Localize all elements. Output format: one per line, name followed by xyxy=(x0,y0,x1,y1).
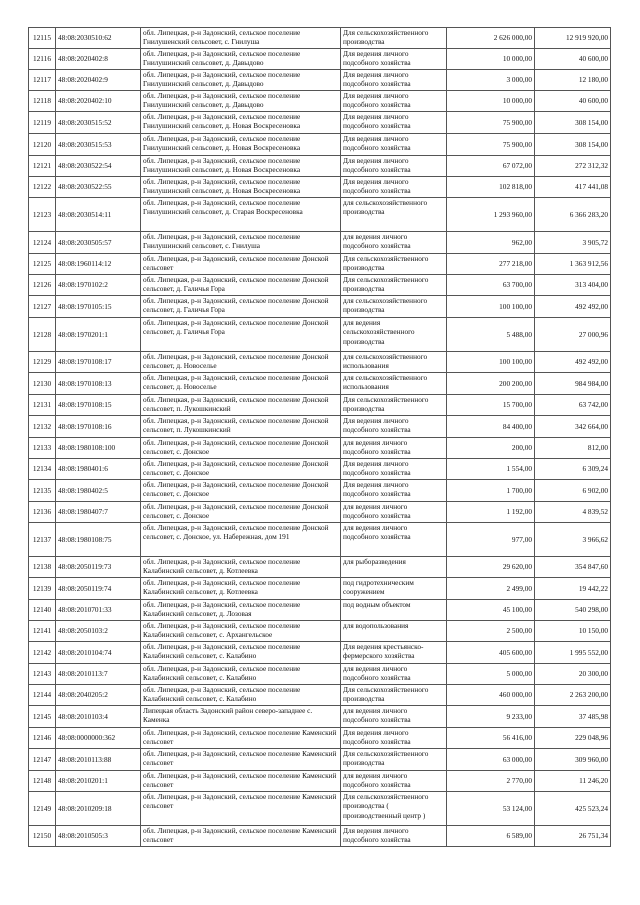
permitted-use: для ведения личного подсобного хозяйства xyxy=(341,664,447,685)
cadastral-number: 48:08:1970105:15 xyxy=(56,296,141,318)
address: Липецкая область Задонский район северо-западнее с. Каменка xyxy=(141,706,341,728)
cadastral-number: 48:08:2010209:18 xyxy=(56,792,141,826)
table-row xyxy=(29,177,611,198)
table-row xyxy=(29,706,611,728)
cadastral-number: 48:08:2020402:8 xyxy=(56,49,141,70)
table-row xyxy=(29,254,611,275)
cadastral-cost: 12 919 920,00 xyxy=(535,28,611,49)
cadastral-number: 48:08:2030515:53 xyxy=(56,134,141,156)
address: обл. Липецкая, р-н Задонский, сельское поселение Гнилушинский сельсовет, д. Новая Воскресеновка xyxy=(141,156,341,177)
area-value: 3 000,00 xyxy=(447,70,535,91)
permitted-use: для ведения личного подсобного хозяйства xyxy=(341,523,447,557)
permitted-use: Для ведения личного подсобного хозяйства xyxy=(341,134,447,156)
table-row xyxy=(29,395,611,416)
area-value: 977,00 xyxy=(447,523,535,557)
address: обл. Липецкая, р-н Задонский, сельское поселение Каменский сельсовет xyxy=(141,792,341,826)
area-value: 1 554,00 xyxy=(447,459,535,480)
cadastral-number: 48:08:2010505:3 xyxy=(56,826,141,847)
permitted-use: для сельскохозяйственного производства xyxy=(341,198,447,232)
area-value: 2 499,00 xyxy=(447,578,535,600)
land-plots-table xyxy=(28,27,611,847)
address: обл. Липецкая, р-н Задонский, сельское поселение Калабинский сельсовет, д. Котлеевка xyxy=(141,578,341,600)
area-value: 5 000,00 xyxy=(447,664,535,685)
cadastral-number: 48:08:1980402:5 xyxy=(56,480,141,502)
cadastral-cost: 63 742,00 xyxy=(535,395,611,416)
cadastral-cost: 229 048,96 xyxy=(535,728,611,749)
address: обл. Липецкая, р-н Задонский, сельское поселение Каменский сельсовет xyxy=(141,728,341,749)
row-number: 12124 xyxy=(29,232,56,254)
row-number: 12148 xyxy=(29,771,56,792)
row-number: 12137 xyxy=(29,523,56,557)
cadastral-cost: 308 154,00 xyxy=(535,112,611,134)
table-row xyxy=(29,275,611,296)
row-number: 12125 xyxy=(29,254,56,275)
permitted-use: для ведения личного подсобного хозяйства xyxy=(341,502,447,523)
table-row xyxy=(29,685,611,706)
address: обл. Липецкая, р-н Задонский, сельское поселение Донской сельсовет, п. Лукошкинский xyxy=(141,416,341,438)
row-number: 12149 xyxy=(29,792,56,826)
table-row xyxy=(29,642,611,664)
area-value: 45 100,00 xyxy=(447,600,535,621)
cadastral-cost: 425 523,24 xyxy=(535,792,611,826)
row-number: 12145 xyxy=(29,706,56,728)
cadastral-number: 48:08:1970108:13 xyxy=(56,373,141,395)
table-row xyxy=(29,749,611,771)
permitted-use: Для ведения личного подсобного хозяйства xyxy=(341,49,447,70)
cadastral-cost: 1 363 912,56 xyxy=(535,254,611,275)
cadastral-number: 48:08:2030505:57 xyxy=(56,232,141,254)
cadastral-cost: 1 995 552,00 xyxy=(535,642,611,664)
cadastral-cost: 342 664,00 xyxy=(535,416,611,438)
area-value: 5 488,00 xyxy=(447,318,535,352)
row-number: 12146 xyxy=(29,728,56,749)
address: обл. Липецкая, р-н Задонский, сельское поселение Гнилушинский сельсовет, д. Давыдово xyxy=(141,49,341,70)
permitted-use: для водопользования xyxy=(341,621,447,642)
table-row xyxy=(29,621,611,642)
table-row xyxy=(29,416,611,438)
area-value: 15 700,00 xyxy=(447,395,535,416)
row-number: 12116 xyxy=(29,49,56,70)
permitted-use: Для сельскохозяйственного производства xyxy=(341,28,447,49)
cadastral-number: 48:08:2050119:74 xyxy=(56,578,141,600)
table-body xyxy=(29,28,611,847)
row-number: 12127 xyxy=(29,296,56,318)
permitted-use: для ведения личного подсобного хозяйства xyxy=(341,438,447,459)
table-row xyxy=(29,771,611,792)
row-number: 12136 xyxy=(29,502,56,523)
row-number: 12150 xyxy=(29,826,56,847)
area-value: 9 233,00 xyxy=(447,706,535,728)
row-number: 12129 xyxy=(29,352,56,373)
cadastral-cost: 984 984,00 xyxy=(535,373,611,395)
cadastral-number: 48:08:2030522:54 xyxy=(56,156,141,177)
address: обл. Липецкая, р-н Задонский, сельское поселение Калабинский сельсовет, с. Архангельское xyxy=(141,621,341,642)
permitted-use: для рыборазведения xyxy=(341,557,447,578)
cadastral-cost: 40 600,00 xyxy=(535,91,611,112)
table-row xyxy=(29,480,611,502)
row-number: 12119 xyxy=(29,112,56,134)
address: обл. Липецкая, р-н Задонский, сельское поселение Гнилушинский сельсовет, д. Новая Воскресеновка xyxy=(141,177,341,198)
address: обл. Липецкая, р-н Задонский, сельское поселение Каменский сельсовет xyxy=(141,826,341,847)
table-row xyxy=(29,438,611,459)
table-row xyxy=(29,523,611,557)
row-number: 12131 xyxy=(29,395,56,416)
permitted-use: Для ведения личного подсобного хозяйства xyxy=(341,70,447,91)
row-number: 12132 xyxy=(29,416,56,438)
address: обл. Липецкая, р-н Задонский, сельское поселение Каменский сельсовет xyxy=(141,771,341,792)
row-number: 12128 xyxy=(29,318,56,352)
table-row xyxy=(29,112,611,134)
row-number: 12121 xyxy=(29,156,56,177)
permitted-use: для ведения личного подсобного хозяйства xyxy=(341,771,447,792)
cadastral-number: 48:08:1970108:16 xyxy=(56,416,141,438)
cadastral-cost: 11 246,20 xyxy=(535,771,611,792)
area-value: 63 000,00 xyxy=(447,749,535,771)
table-row xyxy=(29,91,611,112)
permitted-use: Для сельскохозяйственного производства xyxy=(341,395,447,416)
cadastral-number: 48:08:2010201:1 xyxy=(56,771,141,792)
cadastral-number: 48:08:2010104:74 xyxy=(56,642,141,664)
cadastral-number: 48:08:2010701:33 xyxy=(56,600,141,621)
address: обл. Липецкая, р-н Задонский, сельское поселение Калабинский сельсовет, д. Котлеевка xyxy=(141,557,341,578)
cadastral-cost: 313 404,00 xyxy=(535,275,611,296)
row-number: 12123 xyxy=(29,198,56,232)
area-value: 460 000,00 xyxy=(447,685,535,706)
row-number: 12122 xyxy=(29,177,56,198)
cadastral-cost: 3 966,62 xyxy=(535,523,611,557)
cadastral-cost: 492 492,00 xyxy=(535,352,611,373)
row-number: 12147 xyxy=(29,749,56,771)
cadastral-cost: 272 312,32 xyxy=(535,156,611,177)
cadastral-number: 48:08:1970108:17 xyxy=(56,352,141,373)
permitted-use: Для ведения личного подсобного хозяйства xyxy=(341,112,447,134)
permitted-use: Для ведения личного подсобного хозяйства xyxy=(341,91,447,112)
area-value: 63 700,00 xyxy=(447,275,535,296)
permitted-use: под гидротехническим сооружением xyxy=(341,578,447,600)
area-value: 405 600,00 xyxy=(447,642,535,664)
address: обл. Липецкая, р-н Задонский, сельское поселение Донской сельсовет, д. Галичья Гора xyxy=(141,318,341,352)
cadastral-number: 48:08:2050103:2 xyxy=(56,621,141,642)
address: обл. Липецкая, р-н Задонский, сельское поселение Донской сельсовет xyxy=(141,254,341,275)
area-value: 6 589,00 xyxy=(447,826,535,847)
table-row xyxy=(29,352,611,373)
cadastral-cost: 10 150,00 xyxy=(535,621,611,642)
row-number: 12140 xyxy=(29,600,56,621)
area-value: 29 620,00 xyxy=(447,557,535,578)
table-row xyxy=(29,728,611,749)
row-number: 12135 xyxy=(29,480,56,502)
row-number: 12143 xyxy=(29,664,56,685)
cadastral-cost: 37 485,98 xyxy=(535,706,611,728)
cadastral-number: 48:08:1960114:12 xyxy=(56,254,141,275)
cadastral-number: 48:08:2050119:73 xyxy=(56,557,141,578)
row-number: 12130 xyxy=(29,373,56,395)
cadastral-number: 48:08:2030514:11 xyxy=(56,198,141,232)
row-number: 12144 xyxy=(29,685,56,706)
permitted-use: Для сельскохозяйственного производства xyxy=(341,254,447,275)
table-row xyxy=(29,296,611,318)
cadastral-number: 48:08:2020402:10 xyxy=(56,91,141,112)
area-value: 10 000,00 xyxy=(447,91,535,112)
address: обл. Липецкая, р-н Задонский, сельское поселение Донской сельсовет, с. Донское xyxy=(141,438,341,459)
cadastral-cost: 3 905,72 xyxy=(535,232,611,254)
permitted-use: для ведения личного подсобного хозяйства xyxy=(341,232,447,254)
cadastral-number: 48:08:1970108:15 xyxy=(56,395,141,416)
table-row xyxy=(29,156,611,177)
area-value: 56 416,00 xyxy=(447,728,535,749)
row-number: 12142 xyxy=(29,642,56,664)
address: обл. Липецкая, р-н Задонский, сельское поселение Гнилушинский сельсовет, д. Старая Воскресеновка xyxy=(141,198,341,232)
table-row xyxy=(29,373,611,395)
permitted-use: под водным объектом xyxy=(341,600,447,621)
address: обл. Липецкая, р-н Задонский, сельское поселение Каменский сельсовет xyxy=(141,749,341,771)
cadastral-cost: 354 847,60 xyxy=(535,557,611,578)
cadastral-number: 48:08:2010113:7 xyxy=(56,664,141,685)
permitted-use: Для ведения личного подсобного хозяйства xyxy=(341,480,447,502)
permitted-use: Для сельскохозяйственного производства xyxy=(341,685,447,706)
address: обл. Липецкая, р-н Задонский, сельское поселение Донской сельсовет, с. Донское xyxy=(141,459,341,480)
table-row xyxy=(29,134,611,156)
permitted-use: Для ведения личного подсобного хозяйства xyxy=(341,177,447,198)
cadastral-cost: 6 309,24 xyxy=(535,459,611,480)
row-number: 12141 xyxy=(29,621,56,642)
cadastral-number: 48:08:1980108:100 xyxy=(56,438,141,459)
table-row xyxy=(29,664,611,685)
cadastral-cost: 12 180,00 xyxy=(535,70,611,91)
address: обл. Липецкая, р-н Задонский, сельское поселение Гнилушинский сельсовет, д. Давыдово xyxy=(141,91,341,112)
area-value: 102 818,00 xyxy=(447,177,535,198)
cadastral-number: 48:08:2020402:9 xyxy=(56,70,141,91)
permitted-use: Для сельскохозяйственного производства xyxy=(341,749,447,771)
cadastral-cost: 492 492,00 xyxy=(535,296,611,318)
cadastral-number: 48:08:2030515:52 xyxy=(56,112,141,134)
address: обл. Липецкая, р-н Задонский, сельское поселение Калабинский сельсовет, с. Калабино xyxy=(141,664,341,685)
table-row xyxy=(29,28,611,49)
area-value: 53 124,00 xyxy=(447,792,535,826)
area-value: 1 192,00 xyxy=(447,502,535,523)
cadastral-number: 48:08:1970102:2 xyxy=(56,275,141,296)
table-row xyxy=(29,600,611,621)
table-row xyxy=(29,502,611,523)
address: обл. Липецкая, р-н Задонский, сельское поселение Донской сельсовет, д. Галичья Гора xyxy=(141,275,341,296)
table-row xyxy=(29,557,611,578)
area-value: 100 100,00 xyxy=(447,352,535,373)
area-value: 100 100,00 xyxy=(447,296,535,318)
cadastral-number: 48:08:1980401:6 xyxy=(56,459,141,480)
row-number: 12117 xyxy=(29,70,56,91)
address: обл. Липецкая, р-н Задонский, сельское поселение Гнилушенский сельсовет, с. Гнилуша xyxy=(141,28,341,49)
table-row xyxy=(29,459,611,480)
table-row xyxy=(29,198,611,232)
permitted-use: для сельскохозяйственного производства xyxy=(341,296,447,318)
cadastral-number: 48:08:2010103:4 xyxy=(56,706,141,728)
cadastral-cost: 26 751,34 xyxy=(535,826,611,847)
permitted-use: Для ведения личного подсобного хозяйства xyxy=(341,459,447,480)
cadastral-number: 48:08:1970201:1 xyxy=(56,318,141,352)
cadastral-number: 48:08:2030510:62 xyxy=(56,28,141,49)
cadastral-cost: 308 154,00 xyxy=(535,134,611,156)
cadastral-cost: 812,00 xyxy=(535,438,611,459)
table-row xyxy=(29,49,611,70)
table-row xyxy=(29,70,611,91)
permitted-use: Для сельскохозяйственного производства xyxy=(341,275,447,296)
address: обл. Липецкая, р-н Задонский, сельское поселение Донской сельсовет, д. Новоселье xyxy=(141,352,341,373)
area-value: 75 900,00 xyxy=(447,134,535,156)
row-number: 12138 xyxy=(29,557,56,578)
area-value: 75 900,00 xyxy=(447,112,535,134)
table-row xyxy=(29,826,611,847)
address: обл. Липецкая, р-н Задонский, сельское поселение Донской сельсовет, п. Лукошкинский xyxy=(141,395,341,416)
table-row xyxy=(29,792,611,826)
area-value: 2 500,00 xyxy=(447,621,535,642)
cadastral-number: 48:08:1980407:7 xyxy=(56,502,141,523)
cadastral-cost: 417 441,08 xyxy=(535,177,611,198)
cadastral-number: 48:08:1980108:75 xyxy=(56,523,141,557)
row-number: 12115 xyxy=(29,28,56,49)
permitted-use: Для ведения личного подсобного хозяйства xyxy=(341,728,447,749)
document-page xyxy=(28,27,610,847)
area-value: 962,00 xyxy=(447,232,535,254)
cadastral-cost: 19 442,22 xyxy=(535,578,611,600)
cadastral-number: 48:08:0000000:362 xyxy=(56,728,141,749)
address: обл. Липецкая, р-н Задонский, сельское поселение Донской сельсовет, с. Донское xyxy=(141,480,341,502)
area-value: 277 218,00 xyxy=(447,254,535,275)
cadastral-cost: 2 263 200,00 xyxy=(535,685,611,706)
address: обл. Липецкая, р-н Задонский, сельское поселение Калабинский сельсовет, д. Лозовая xyxy=(141,600,341,621)
area-value: 67 072,00 xyxy=(447,156,535,177)
address: обл. Липецкая, р-н Задонский, сельское поселение Гнилушинский сельсовет, д. Давыдово xyxy=(141,70,341,91)
address: обл. Липецкая, р-н Задонский, сельское поселение Калабинский сельсовет, с. Калабино xyxy=(141,642,341,664)
cadastral-number: 48:08:2010113:88 xyxy=(56,749,141,771)
permitted-use: для ведения личного подсобного хозяйства xyxy=(341,706,447,728)
table-row xyxy=(29,578,611,600)
permitted-use: для сельскохозяйственного использования xyxy=(341,373,447,395)
address: обл. Липецкая, р-н Задонский, сельское поселение Калабинский сельсовет, с. Калабино xyxy=(141,685,341,706)
row-number: 12134 xyxy=(29,459,56,480)
cadastral-cost: 20 300,00 xyxy=(535,664,611,685)
row-number: 12139 xyxy=(29,578,56,600)
area-value: 200,00 xyxy=(447,438,535,459)
cadastral-cost: 40 600,00 xyxy=(535,49,611,70)
area-value: 2 626 000,00 xyxy=(447,28,535,49)
cadastral-cost: 540 298,00 xyxy=(535,600,611,621)
cadastral-cost: 4 839,52 xyxy=(535,502,611,523)
area-value: 1 293 960,00 xyxy=(447,198,535,232)
area-value: 10 000,00 xyxy=(447,49,535,70)
permitted-use: Для сельскохозяйственного производства ( производственный центр ) xyxy=(341,792,447,826)
permitted-use: для ведения сельскохозяйственного производства xyxy=(341,318,447,352)
address: обл. Липецкая, р-н Задонский, сельское поселение Гнилушинский сельсовет, д. Новая Воскресеновка xyxy=(141,134,341,156)
row-number: 12126 xyxy=(29,275,56,296)
permitted-use: Для ведения личного подсобного хозяйства xyxy=(341,826,447,847)
cadastral-cost: 27 000,96 xyxy=(535,318,611,352)
permitted-use: Для ведения крестьянско-фермерского хозяйства xyxy=(341,642,447,664)
table-row xyxy=(29,232,611,254)
row-number: 12133 xyxy=(29,438,56,459)
cadastral-cost: 309 960,00 xyxy=(535,749,611,771)
table-row xyxy=(29,318,611,352)
area-value: 1 700,00 xyxy=(447,480,535,502)
cadastral-number: 48:08:2040205:2 xyxy=(56,685,141,706)
row-number: 12120 xyxy=(29,134,56,156)
area-value: 84 400,00 xyxy=(447,416,535,438)
permitted-use: для сельскохозяйственного использования xyxy=(341,352,447,373)
cadastral-number: 48:08:2030522:55 xyxy=(56,177,141,198)
permitted-use: Для ведения личного подсобного хозяйства xyxy=(341,416,447,438)
cadastral-cost: 6 366 283,20 xyxy=(535,198,611,232)
address: обл. Липецкая, р-н Задонский, сельское поселение Донской сельсовет, д. Галичья Гора xyxy=(141,296,341,318)
address: обл. Липецкая, р-н Задонский, сельское поселение Донской сельсовет, с. Донское xyxy=(141,502,341,523)
area-value: 2 770,00 xyxy=(447,771,535,792)
address: обл. Липецкая, р-н Задонский, сельское поселение Гнилушинский сельсовет, с. Гнилуша xyxy=(141,232,341,254)
address: обл. Липецкая, р-н Задонский, сельское поселение Донской сельсовет, с. Донское, ул. Набережная, дом 191 xyxy=(141,523,341,557)
permitted-use: Для ведения личного подсобного хозяйства xyxy=(341,156,447,177)
address: обл. Липецкая, р-н Задонский, сельское поселение Гнилушинский сельсовет, д. Новая Воскресеновка xyxy=(141,112,341,134)
address: обл. Липецкая, р-н Задонский, сельское поселение Донской сельсовет, д. Новоселье xyxy=(141,373,341,395)
row-number: 12118 xyxy=(29,91,56,112)
cadastral-cost: 6 902,00 xyxy=(535,480,611,502)
area-value: 200 200,00 xyxy=(447,373,535,395)
